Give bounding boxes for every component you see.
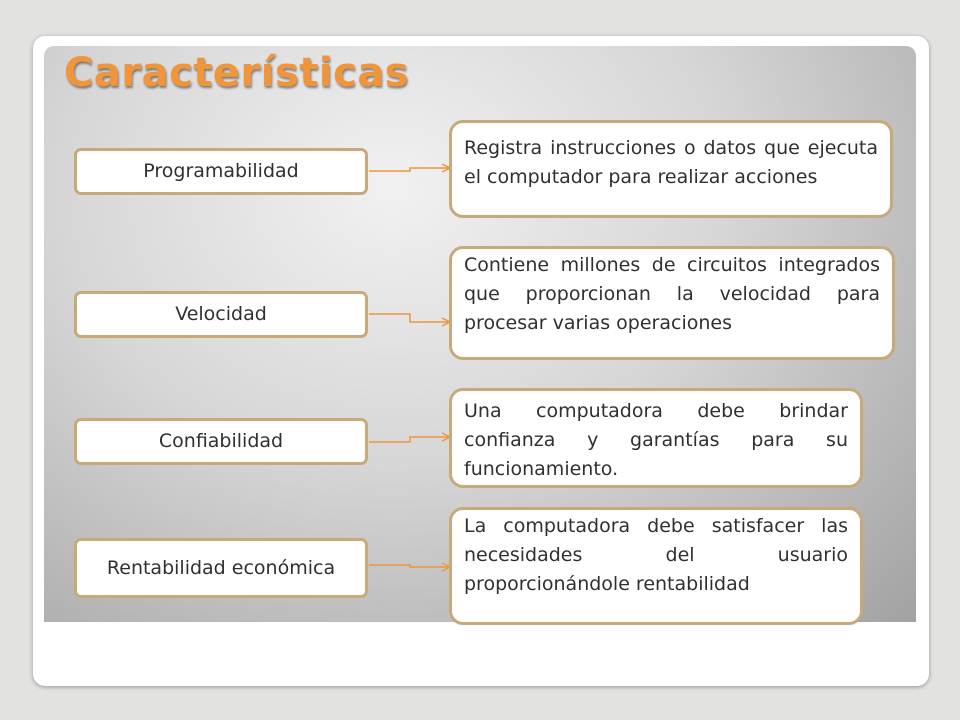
connector-arrow-2 bbox=[369, 314, 450, 322]
connector-arrow-1 bbox=[369, 168, 450, 171]
description-rentabilidad: La computadora debe satisfacer las necesidades del usuario proporcionándole rentabilidad bbox=[449, 507, 863, 625]
description-programabilidad: Registra instrucciones o datos que ejecuta el computador para realizar acciones bbox=[449, 120, 893, 218]
description-confiabilidad: Una computadora debe brindar confianza y garantías para su funcionamiento. bbox=[449, 388, 863, 488]
description-velocidad: Contiene millones de circuitos integrados que proporcionan la velocidad para procesar varias operaciones bbox=[449, 246, 895, 360]
slide-title: Características bbox=[64, 50, 410, 96]
label-programabilidad: Programabilidad bbox=[74, 148, 368, 195]
label-confiabilidad: Confiabilidad bbox=[74, 418, 368, 465]
label-velocidad: Velocidad bbox=[74, 291, 368, 338]
connector-arrow-3 bbox=[369, 437, 450, 442]
connector-arrow-4 bbox=[369, 565, 450, 567]
label-rentabilidad: Rentabilidad económica bbox=[74, 538, 368, 598]
